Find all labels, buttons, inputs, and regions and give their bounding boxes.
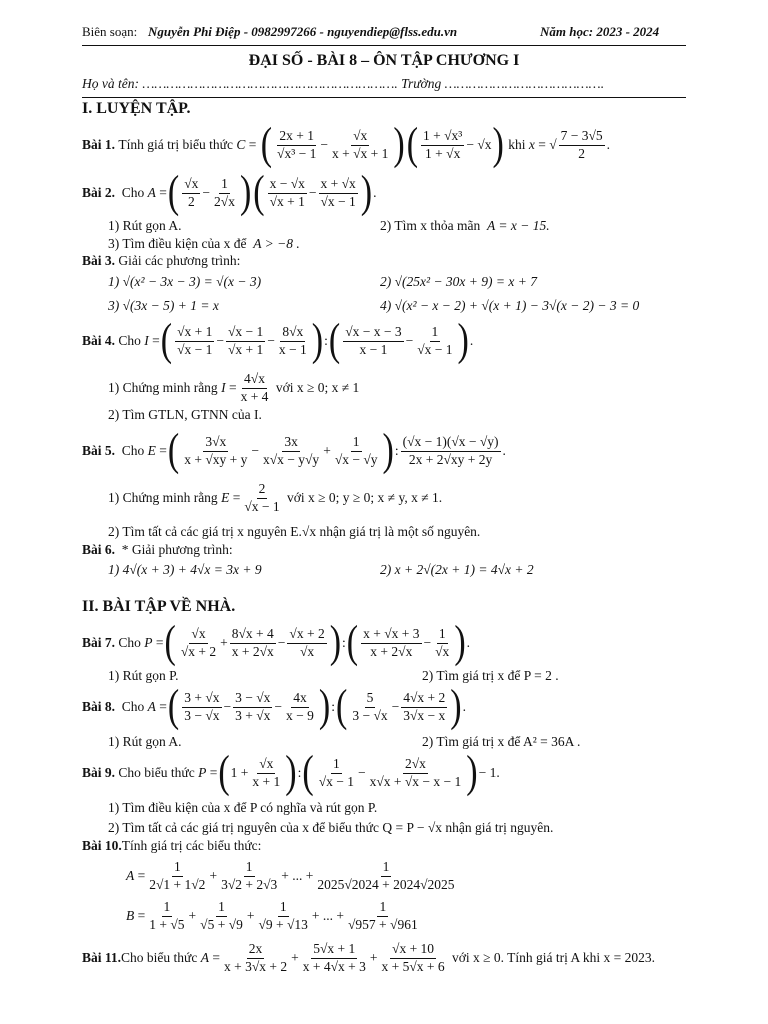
exercise-8: Bài 8. Cho A = ( $\frac{3 + √x}{3 - √x}$ − $\frac{3 - √x}{3 + √x}$ − $\frac{4x}{x - 9}$ ) : ( $\frac{5}{3 - √x}$ − $\frac{4√x + 2}{3√x - x}$ ) . <box>82 681 466 732</box>
author-label: Biên soạn: <box>82 24 138 39</box>
expr-C: C <box>236 137 246 152</box>
student-line: Họ và tên: ………………………………………………………. Trường …………………………………. <box>82 76 605 91</box>
exercise-2-q3: 3) Tìm điều kiện của x để A > −8 . <box>108 236 300 251</box>
exercise-2-q1: 1) Rút gọn A. <box>108 218 182 233</box>
exercise-10: Bài 10.Tính giá trị các biểu thức: <box>82 838 262 853</box>
exercise-3-eq2: 2) √(25x² − 30x + 9) = x + 7 <box>380 274 537 289</box>
exercise-6: Bài 6. * Giải phương trình: <box>82 542 233 557</box>
exercise-2-q2: 2) Tìm x thỏa mãn A = x − 15. <box>380 218 550 233</box>
exercise-4: Bài 4. Cho I = ( $\frac{√x + 1}{√x - 1}$ − $\frac{√x - 1}{√x + 1}$ − $\frac{8√x}{x - 1}$ ) : ( $\frac{√x - x - 3}{x - 1}$ − $\frac{1}{√x - 1}$ ) . <box>82 315 474 366</box>
author-info: Nguyễn Phi Điệp - 0982997266 - nguyendiep@flss.edu.vn <box>148 24 458 39</box>
exercise-5-q1: 1) Chứng minh rằng E = $\frac{2}{√x - 1}$ với x ≥ 0; y ≥ 0; x ≠ y, x ≠ 1. <box>108 481 443 514</box>
exercise-9: Bài 9. Cho biểu thức P = ( 1 + $\frac{√x}{x + 1}$ ) : ( $\frac{1}{√x - 1}$ − $\frac{2√x}{x√x + √x - x - 1}$ ) − 1. <box>82 747 500 798</box>
page-title: ĐẠI SỐ - BÀI 8 – ÔN TẬP CHƯƠNG I <box>248 52 520 69</box>
exercise-1-label: Bài 1. <box>82 137 116 152</box>
exercise-7-q2: 2) Tìm giá trị x để P = 2 . <box>422 668 559 683</box>
school-year: Năm học: 2023 - 2024 <box>540 24 660 39</box>
exercise-7-q1: 1) Rút gọn P. <box>108 668 179 683</box>
exercise-10-B: B = $\frac{1}{1 + √5}$ + $\frac{1}{√5 + √9}$ + $\frac{1}{√9 + √13}$ + ... + $\frac{1}{√957 + √961}$ <box>126 899 418 932</box>
exercise-8-q1: 1) Rút gọn A. <box>108 734 182 749</box>
exercise-6-eq2: 2) x + 2√(2x + 1) = 4√x + 2 <box>380 562 534 577</box>
exercise-9-q2: 2) Tìm tất cả các giá trị nguyên của x để biểu thức Q = P − √x nhận giá trị nguyên. <box>108 820 554 835</box>
exercise-4-q2: 2) Tìm GTLN, GTNN của I. <box>108 407 262 422</box>
exercise-2: Bài 2. Cho A = ( $\frac{√x}{2}$ − $\frac{1}{2√x}$ ) ( $\frac{x - √x}{√x + 1}$ − $\frac{x + √x}{√x - 1}$ ) . <box>82 167 377 218</box>
exercise-10-A: A = $\frac{1}{2√1 + 1√2}$ + $\frac{1}{3√2 + 2√3}$ + ... + $\frac{1}{2025√2024 + 2024√2025}$ <box>126 859 455 892</box>
exercise-1-text: Tính giá trị biểu thức <box>118 137 233 152</box>
exercise-6-eq1: 1) 4√(x + 3) + 4√x = 3x + 9 <box>108 562 262 577</box>
exercise-2-label: Bài 2. <box>82 185 116 200</box>
exercise-1-when: khi <box>508 137 526 152</box>
exercise-5: Bài 5. Cho E = ( $\frac{3√x}{x + √xy + y}$ − $\frac{3x}{x√x - y√y}$ + $\frac{1}{√x - √y}$ ) : $\frac{(√x - 1)(√x - √y)}{2x + 2√xy + 2y}$ . <box>82 425 506 476</box>
exercise-2-cho: Cho <box>121 185 145 200</box>
header-rule <box>82 45 686 46</box>
exercise-5-q2: 2) Tìm tất cả các giá trị x nguyên E.√x nhận giá trị là một số nguyên. <box>108 524 481 539</box>
exercise-3-eq3: 3) √(3x − 5) + 1 = x <box>108 298 219 313</box>
title-rule <box>82 97 686 98</box>
exercise-11: Bài 11. Cho biểu thức A = $\frac{2x}{x + 3√x + 2}$ + $\frac{5√x + 1}{x + 4√x + 3}$ + $\frac{√x + 10}{x + 5√x + 6}$ với x ≥ 0. Tính giá trị A khi x = 2023. <box>82 941 656 974</box>
exercise-4-q1: 1) Chứng minh rằng I = $\frac{4√x}{x + 4}$ với x ≥ 0; x ≠ 1 <box>108 371 360 404</box>
exercise-7: Bài 7. Cho P = ( $\frac{√x}{√x + 2}$ + $\frac{8√x + 4}{x + 2√x}$ − $\frac{√x + 2}{√x}$ ) : ( $\frac{x + √x + 3}{x + 2√x}$ − $\frac{1}{√x}$ ) . <box>82 617 471 668</box>
exercise-8-q2: 2) Tìm giá trị x để A² = 36A . <box>422 734 581 749</box>
section-homework: II. BÀI TẬP VỀ NHÀ. <box>82 598 236 615</box>
exercise-9-q1: 1) Tìm điều kiện của x để P có nghĩa và rút gọn P. <box>108 800 378 815</box>
exercise-3-eq1: 1) √(x² − 3x − 3) = √(x − 3) <box>108 274 262 289</box>
section-practice: I. LUYỆN TẬP. <box>82 100 191 117</box>
exercise-1: Bài 1. Tính giá trị biểu thức C = ( $\frac{2x + 1}{\text{√x³ − 1}}$ − $\frac{√x}{x + √x + 1}$ ) ( $\frac{\text{1 + √x³}}{1 + √x}$ − √x ) khi x = √ $\frac{7 - 3√5}{2}$ . <box>82 119 611 170</box>
exercise-3-eq4: 4) √(x² − x − 2) + √(x + 1) − 3√(x − 2) − 3 = 0 <box>380 298 640 313</box>
exercise-3: Bài 3. Giải các phương trình: <box>82 253 241 268</box>
